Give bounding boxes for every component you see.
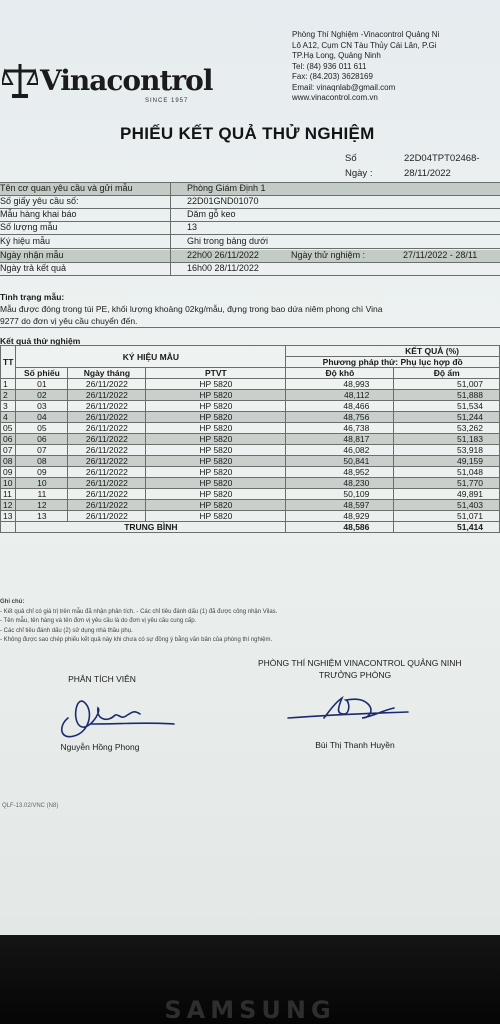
sample-date: 26/11/2022 [68,379,146,390]
slip-number: 05 [16,423,68,434]
lab-tel: Tel: (84) 936 011 611 [292,61,367,71]
notes-block [0,598,277,646]
info-declared-goods [0,209,500,221]
results-label: Kết quả thử nghiệm [0,336,81,346]
lab-address-2: TP.Hạ Long, Quảng Ninh [292,51,381,60]
col-header-dry: Độ khô [286,368,394,379]
dry-content: 48,993 [286,379,394,390]
slip-number: 08 [16,456,68,467]
sample-date: 26/11/2022 [68,511,146,522]
report-date: 28/11/2022 [404,168,451,179]
info-value: 16h00 28/11/2022 [187,263,259,273]
dry-content: 48,597 [286,500,394,511]
vehicle: HP 5820 [146,401,286,412]
sample-status-line-1: Mẫu được đóng trong túi PE, khối lượng khoảng 02kg/mẫu, đựng trong bao dứa niêm phong chì Vina [0,304,383,314]
info-request-number [0,196,500,208]
moisture-content: 51,403 [394,500,500,511]
table-row [1,434,500,445]
vehicle: HP 5820 [146,478,286,489]
info-label: Mẫu hàng khai báo [0,209,77,219]
sample-date: 26/11/2022 [68,489,146,500]
average-row [1,522,500,533]
vehicle: HP 5820 [146,379,286,390]
table-row [1,478,500,489]
document-title: PHIẾU KẾT QUẢ THỬ NGHIỆM [120,124,375,143]
sample-date: 26/11/2022 [68,445,146,456]
dry-content: 50,109 [286,489,394,500]
vehicle: HP 5820 [146,489,286,500]
form-code: QLF-13.02/VNC (N8) [2,803,59,809]
vehicle: HP 5820 [146,467,286,478]
col-header-result: KẾT QUẢ (%) [286,346,500,357]
report-date-label: Ngày : [345,168,373,179]
moisture-content: 51,888 [394,390,500,401]
info-received-date [0,250,500,262]
vehicle: HP 5820 [146,445,286,456]
sample-date: 26/11/2022 [68,412,146,423]
info-label: Số giấy yêu cầu số: [0,196,79,206]
table-row [1,412,500,423]
moisture-content: 51,534 [394,401,500,412]
vehicle: HP 5820 [146,500,286,511]
slip-number: 13 [16,511,68,522]
info-value: 22h00 26/11/2022 [187,250,259,260]
table-row [1,423,500,434]
sample-date: 26/11/2022 [68,434,146,445]
lab-email: Email: vinaqnlab@gmail.com [292,82,396,92]
sample-date: 26/11/2022 [68,401,146,412]
slip-number: 09 [16,467,68,478]
slip-number: 06 [16,434,68,445]
sample-date: 26/11/2022 [68,478,146,489]
info-label: Tên cơ quan yêu cầu và gửi mẫu [0,183,133,193]
table-row [1,511,500,522]
info-label: Số lượng mẫu [0,222,58,232]
row-number: 08 [1,456,16,467]
head-title: TRƯỞNG PHÒNG [318,670,392,680]
slip-number: 11 [16,489,68,500]
row-number: 1 [1,379,16,390]
col-header-stt: TT [1,346,16,379]
dry-content: 48,466 [286,401,394,412]
table-row [1,500,500,511]
note-line: - Các chỉ tiêu đánh dấu (2) sử dụng nhà thầu phụ. [0,627,133,634]
vehicle: HP 5820 [146,390,286,401]
table-row [1,379,500,390]
test-date-label: Ngày thử nghiệm : [291,250,366,260]
logo-since: SINCE 1957 [145,98,189,104]
sample-date: 26/11/2022 [68,467,146,478]
table-row [1,445,500,456]
row-number: 11 [1,489,16,500]
results-table [0,345,500,533]
info-value: 22D01GND01070 [187,196,259,206]
table-row [1,467,500,478]
slip-number: 12 [16,500,68,511]
lab-fax: Fax: (84.203) 3628169 [292,72,373,81]
vehicle: HP 5820 [146,434,286,445]
dry-content: 48,230 [286,478,394,489]
info-label: Ngày nhận mẫu [0,250,64,260]
average-label: TRUNG BÌNH [16,522,286,533]
info-value: Dăm gỗ keo [187,209,236,219]
dry-content: 48,112 [286,390,394,401]
moisture-content: 51,007 [394,379,500,390]
analyst-title: PHÂN TÍCH VIÊN [68,674,136,684]
row-number: 10 [1,478,16,489]
vehicle: HP 5820 [146,412,286,423]
row-number: 09 [1,467,16,478]
monitor-brand-logo: SAMSUNG [164,996,336,1024]
head-name: Bùi Thị Thanh Huyền [315,740,395,750]
table-row [1,489,500,500]
moisture-content: 53,262 [394,423,500,434]
moisture-content: 51,183 [394,434,500,445]
moisture-content: 49,891 [394,489,500,500]
sample-status-line-2: 9277 do đơn vị yêu cầu chuyển đến. [0,316,138,326]
slip-number: 03 [16,401,68,412]
lab-contact-block [292,30,439,104]
vehicle: HP 5820 [146,423,286,434]
table-row [1,401,500,412]
slip-number: 01 [16,379,68,390]
row-number: 05 [1,423,16,434]
info-sample-code [0,236,500,248]
sample-date: 26/11/2022 [68,390,146,401]
moisture-content: 51,071 [394,511,500,522]
analyst-name: Nguyễn Hồng Phong [60,742,140,752]
scales-icon [2,60,38,100]
note-line: - Tên mẫu, tên hàng và tên đơn vị yêu cầu là do đơn vị yêu cầu cung cấp. [0,618,197,624]
slip-number: 04 [16,412,68,423]
table-row [1,456,500,467]
dry-content: 50,841 [286,456,394,467]
dry-content: 46,082 [286,445,394,456]
row-number: 3 [1,401,16,412]
lab-name-signature: PHÒNG THÍ NGHIỆM VINACONTROL QUẢNG NINH [258,658,462,668]
moisture-content: 53,918 [394,445,500,456]
sample-date: 26/11/2022 [68,500,146,511]
logo-wordmark: Vinacontrol [40,63,213,97]
row-number: 06 [1,434,16,445]
analyst-signature [50,690,180,745]
info-sample-count [0,222,500,234]
info-value: 13 [187,222,198,232]
sample-status-label: Tình trạng mẫu: [0,292,65,302]
average-dry: 48,586 [286,522,394,533]
dry-content: 48,929 [286,511,394,522]
info-value: Ghi trong bảng dưới [187,236,268,246]
dry-content: 46,738 [286,423,394,434]
moisture-content: 51,244 [394,412,500,423]
col-header-slip-number: Số phiếu [16,368,68,379]
report-number: 22D04TPT02468- [404,153,480,164]
test-date-value: 27/11/2022 - 28/11 [403,250,478,260]
info-label: Ký hiệu mẫu [0,236,51,246]
lab-name: Phòng Thí Nghiệm -Vinacontrol Quảng Ni [292,30,440,39]
moisture-content: 49,159 [394,456,500,467]
head-signature [284,688,414,728]
col-header-date: Ngày tháng [68,368,146,379]
notes-title: Ghi chú: [0,599,25,605]
slip-number: 07 [16,445,68,456]
row-number: 13 [1,511,16,522]
dry-content: 48,756 [286,412,394,423]
info-requester [0,183,500,195]
col-header-moisture: Độ ẩm [394,368,500,379]
info-result-date [0,263,500,275]
row-number: 12 [1,500,16,511]
note-line: - Không được sao chép phiếu kết quả này khi chưa có sự đồng ý bằng văn bản của phòng thí nghiệm. [0,637,273,643]
col-header-sample-code: KÝ HIỆU MẪU [16,346,286,368]
info-label: Ngày trả kết quả [0,263,67,273]
slip-number: 10 [16,478,68,489]
info-value: Phòng Giám Định 1 [187,183,266,193]
row-number: 07 [1,445,16,456]
row-number: 2 [1,390,16,401]
note-line: - Kết quả chỉ có giá trị trên mẫu đã nhận phân tích. - Các chỉ tiêu đánh dấu (1) đã được công nhận Vilas. [0,608,278,615]
sample-date: 26/11/2022 [68,423,146,434]
report-number-label: Số [345,153,357,164]
dry-content: 48,817 [286,434,394,445]
table-row [1,390,500,401]
col-header-method: Phương pháp thử: Phụ lục hợp đồ [286,357,500,368]
lab-address-1: Lô A12, Cụm CN Tàu Thủy Cái Lân, P.Gi [292,40,437,50]
slip-number: 02 [16,390,68,401]
sample-date: 26/11/2022 [68,456,146,467]
average-moisture: 51,414 [394,522,500,533]
dry-content: 48,952 [286,467,394,478]
vehicle: HP 5820 [146,511,286,522]
col-header-vehicle: PTVT [146,368,286,379]
vehicle: HP 5820 [146,456,286,467]
moisture-content: 51,770 [394,478,500,489]
lab-website: www.vinacontrol.com.vn [292,93,378,102]
moisture-content: 51,048 [394,467,500,478]
row-number: 4 [1,412,16,423]
vinacontrol-logo [2,60,212,100]
